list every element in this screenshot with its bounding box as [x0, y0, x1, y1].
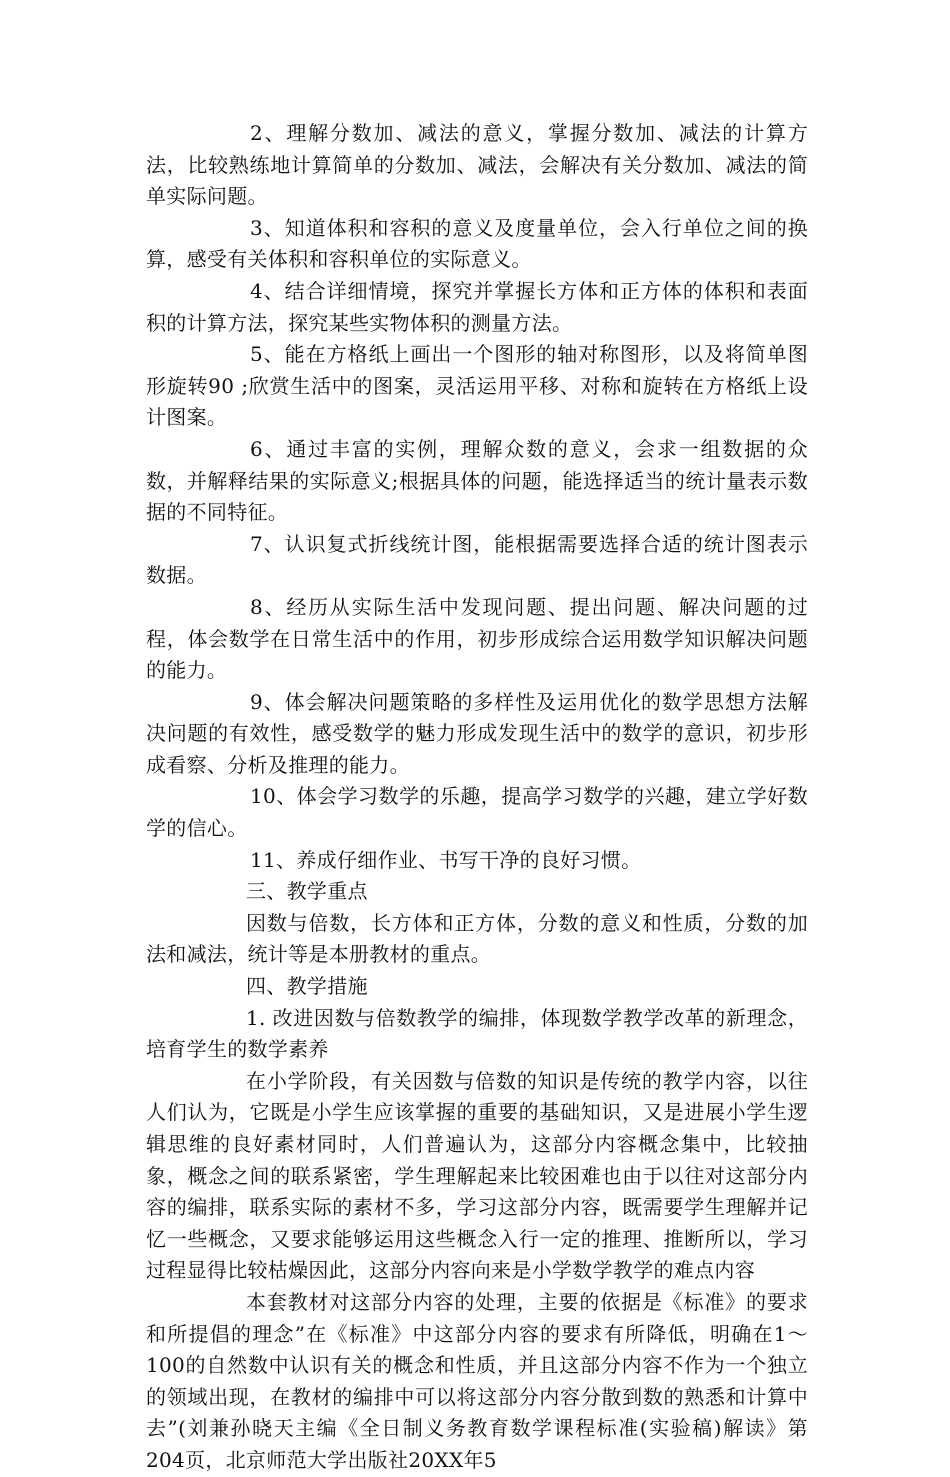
key-points-paragraph: 因数与倍数，长方体和正方体，分数的意义和性质，分数的加法和减法，统计等是本册教材的重点。 [146, 910, 808, 967]
objective-item-7: 7、认识复式折线统计图，能根据需要选择合适的统计图表示数据。 [146, 531, 808, 588]
objective-item-4: 4、结合详细情境，探究并掌握长方体和正方体的体积和表面积的计算方法，探究某些实物体积的测量方法。 [146, 278, 808, 335]
body-paragraph-2: 本套教材对这部分内容的处理，主要的依据是《标准》的要求和所提倡的理念”在《标准》中这部分内容的要求有所降低，明确在1～100的自然数中认识有关的概念和性质，并且这部分内容不作为一个独立的领域出现，在教材的编排中可以将这部分内容分散到数的熟悉和计算中去”(刘兼孙晓天主编《全日制义务教育数学课程标准(实验稿)解读》第204页，北京师范大学出版社20XX年5 [146, 1289, 808, 1472]
measure-item-1: 1. 改进因数与倍数教学的编排，体现数学教学改革的新理念，培育学生的数学素养 [146, 1005, 808, 1062]
objective-item-5: 5、能在方格纸上画出一个图形的轴对称图形，以及将简单图形旋转90 ;欣赏生活中的图案，灵活运用平移、对称和旋转在方格纸上设计图案。 [146, 342, 808, 430]
body-paragraph-1: 在小学阶段，有关因数与倍数的知识是传统的教学内容，以往人们认为，它既是小学生应该掌握的重要的基础知识，又是进展小学生逻辑思维的良好素材同时，人们普遍认为，这部分内容概念集中，比较抽象，概念之间的联系紧密，学生理解起来比较困难也由于以往对这部分内容的编排，联系实际的素材不多，学习这部分内容，既需要学生理解并记忆一些概念，又要求能够运用这些概念入行一定的推理、推断所以，学习过程显得比较枯燥因此，这部分内容向来是小学数学教学的难点内容 [146, 1068, 808, 1283]
document-page [146, 118, 808, 1477]
objective-item-11: 11、养成仔细作业、书写干净的良好习惯。 [250, 847, 642, 872]
objective-item-10: 10、体会学习数学的乐趣，提高学习数学的兴趣，建立学好数学的信心。 [146, 784, 808, 841]
objective-item-6: 6、通过丰富的实例，理解众数的意义，会求一组数据的众数，并解释结果的实际意义;根据具体的问题，能选择适当的统计量表示数据的不同特征。 [146, 436, 808, 525]
objective-item-2: 2、理解分数加、减法的意义，掌握分数加、减法的计算方法，比较熟练地计算简单的分数加、减法，会解决有关分数加、减法的简单实际问题。 [146, 121, 808, 209]
section-heading-key-points: 三、教学重点 [246, 879, 368, 904]
objective-item-9: 9、体会解决问题策略的多样性及运用优化的数学思想方法解决问题的有效性，感受数学的魅力形成发现生活中的数学的意识，初步形成看察、分析及推理的能力。 [146, 689, 808, 777]
section-heading-measures: 四、教学措施 [246, 974, 368, 999]
objective-item-8: 8、经历从实际生活中发现问题、提出问题、解决问题的过程，体会数学在日常生活中的作用，初步形成综合运用数学知识解决问题的能力。 [146, 594, 808, 683]
objective-item-3: 3、知道体积和容积的意义及度量单位，会入行单位之间的换算，感受有关体积和容积单位的实际意义。 [146, 215, 808, 272]
